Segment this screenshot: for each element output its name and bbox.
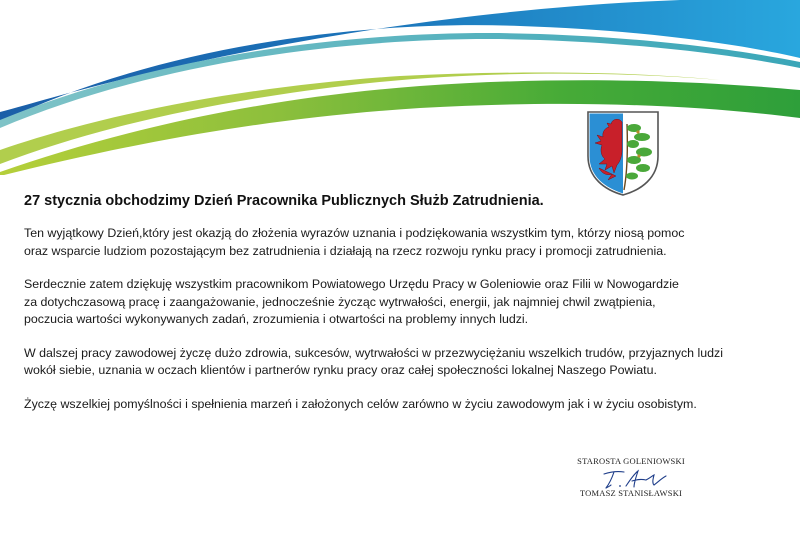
signature-block	[556, 456, 706, 498]
signature-name: TOMASZ STANISŁAWSKI	[579, 488, 683, 498]
wave-banner	[0, 0, 800, 175]
paragraph-thanks	[24, 276, 784, 329]
coat-of-arms-icon	[586, 110, 660, 196]
paragraph-line: Życzę wszelkiej pomyślności i spełnienia marzeń i założonych celów zarówno w życiu zawodowym jak i w życiu osobistym.	[24, 396, 697, 411]
paragraph-line: W dalszej pracy zawodowej życzę dużo zdrowia, sukcesów, wytrwałości w przezwyciężaniu wszelkich trudów, przyjaznych ludzi	[24, 345, 723, 360]
wave-teal-line	[0, 33, 800, 128]
paragraph-greeting	[24, 225, 784, 260]
paragraph-closing	[24, 396, 784, 414]
signature-title: STAROSTA GOLENIOWSKI	[577, 456, 685, 466]
paragraph-line: wokół siebie, uznania w oczach klientów i partnerów rynku pracy oraz całej społeczności lokalnej Naszego Powiatu.	[24, 363, 657, 377]
paragraph-line: Ten wyjątkowy Dzień,który jest okazją do złożenia wyrazów uznania i podziękowania wszystkim tym, którzy niosą pomoc	[24, 226, 685, 240]
paragraph-line: poczucia wartości wykonywanych zadań, zrozumienia i otwartości na problemy innych ludzi.	[24, 312, 529, 326]
paragraph-line: oraz wsparcie ludziom pozostającym bez zatrudnienia i działają na rzecz rozwoju rynku pracy i promocji zatrudnienia.	[24, 243, 667, 258]
wave-green-band	[0, 80, 800, 175]
paragraph-line: Serdecznie zatem dziękuję wszystkim pracownikom Powiatowego Urzędu Pracy w Goleniowie oraz Filii w Nowogardzie	[24, 277, 679, 291]
paragraph-wishes	[24, 345, 784, 380]
letter-headline: 27 stycznia obchodzimy Dzień Pracownika Publicznych Służb Zatrudnienia.	[24, 193, 544, 209]
letter-body	[24, 193, 784, 429]
paragraph-line: za dotychczasową pracę i zaangażowanie, jednocześnie życząc wytrwałości, energii, jak najmniej chwil zwątpienia,	[24, 294, 656, 309]
